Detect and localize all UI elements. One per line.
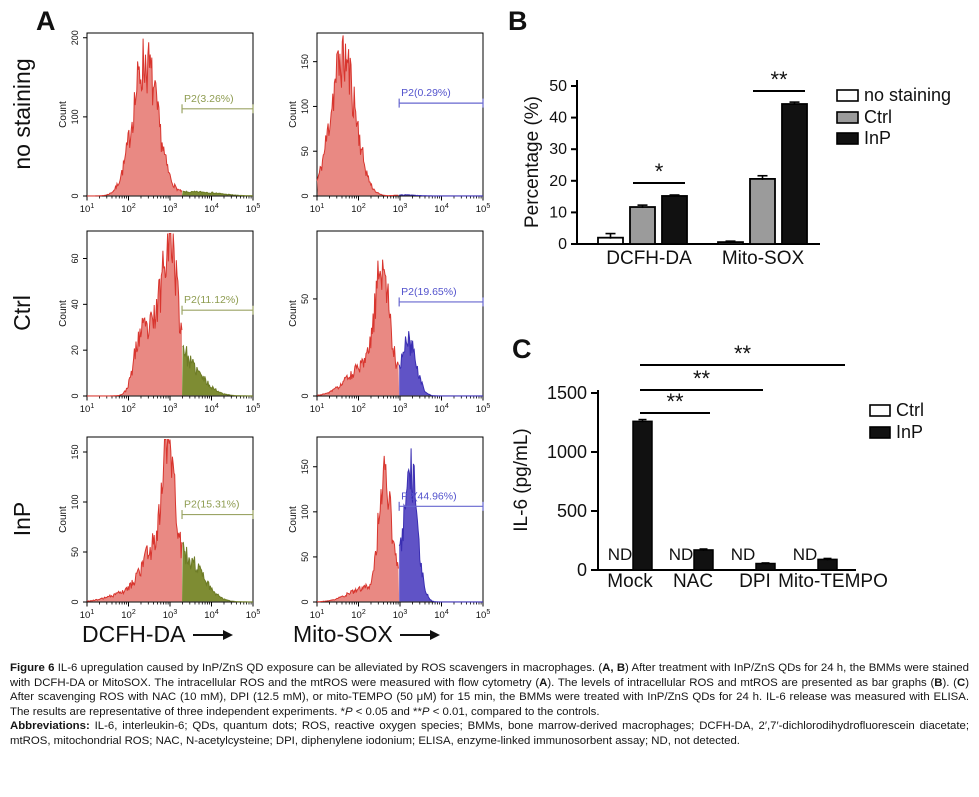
panel-c-label: C [512, 334, 532, 364]
x-tick-label: $10^2$ [121, 403, 136, 415]
category-label: DCFH-DA [606, 248, 692, 269]
y-tick-label: 500 [556, 501, 587, 521]
histogram-main [87, 234, 182, 397]
x-tick-label: $10^4$ [204, 403, 219, 415]
y-tick-label: 50 [300, 146, 310, 157]
x-tick-label: $10^2$ [351, 609, 366, 621]
bar-InP-Mito-SOX [782, 104, 807, 244]
x-tick-label: $10^3$ [162, 609, 178, 621]
panel-a-flow-plots [0, 0, 510, 660]
legend-label: InP [864, 128, 892, 148]
x-tick-label: $10^2$ [351, 403, 366, 415]
x-tick-label: $10^4$ [204, 609, 219, 621]
histogram-gated-region [182, 346, 253, 396]
gate-label: P2(44.96%) [401, 490, 457, 503]
x-axis-label-text: DCFH-DA [82, 621, 186, 647]
x-axis-label-dcfh-da [82, 621, 233, 648]
y-tick-label: 50 [300, 293, 310, 304]
bar-InP-DCFH-DA [662, 196, 687, 244]
y-tick-label: 100 [70, 109, 80, 125]
x-tick-label: $10^3$ [392, 403, 408, 415]
legend-label: InP [896, 422, 924, 442]
legend-label: Ctrl [864, 107, 892, 127]
gate-label: P2(15.31%) [184, 498, 240, 511]
legend-swatch-inp [870, 427, 890, 438]
y-tick-label: 100 [300, 98, 310, 114]
sig-star: ** [692, 366, 711, 391]
category-label: Mock [607, 571, 653, 592]
x-tick-label: $10^1$ [79, 609, 95, 621]
y-tick-label: 40 [70, 299, 80, 310]
flow-plot-ctrl-dcfh-da [58, 231, 260, 415]
y-tick-label: 40 [549, 109, 567, 127]
row-label-ctrl: Ctrl [9, 295, 35, 331]
y-axis-title: IL-6 (pg/mL) [511, 428, 532, 532]
x-tick-label: $10^1$ [309, 609, 325, 621]
y-tick-label: 0 [300, 193, 310, 199]
y-tick-label: 0 [70, 393, 80, 399]
right-arrow-icon [400, 629, 440, 641]
x-tick-label: $10^4$ [204, 203, 219, 215]
histogram-main [317, 260, 399, 396]
nd-label: ND [792, 545, 818, 564]
x-tick-label: $10^4$ [434, 203, 449, 215]
count-axis-title: Count [288, 506, 299, 533]
flow-plot-no-staining-dcfh-da [58, 30, 260, 215]
count-axis-title: Count [58, 506, 69, 533]
bar-Ctrl-DCFH-DA [630, 207, 655, 244]
y-tick-label: 0 [300, 599, 310, 605]
panel-b-label: B [508, 6, 528, 36]
y-tick-label: 100 [300, 504, 310, 520]
y-tick-label: 0 [70, 193, 80, 199]
bar-inp-mock [633, 421, 652, 570]
x-tick-label: $10^1$ [79, 203, 95, 215]
gate-label: P2(11.12%) [184, 294, 239, 307]
legend-swatch-InP [837, 133, 858, 144]
histogram-main [87, 440, 182, 602]
x-tick-label: $10^5$ [245, 609, 261, 621]
y-tick-label: 0 [70, 599, 80, 605]
bar-inp-mito-tempo [818, 559, 837, 570]
x-tick-label: $10^4$ [434, 609, 449, 621]
x-tick-label: $10^3$ [162, 403, 178, 415]
nd-label: ND [607, 545, 633, 564]
y-tick-label: 150 [70, 444, 80, 460]
histogram-gated-region [182, 543, 253, 602]
plot-frame [87, 33, 253, 196]
y-tick-label: 50 [70, 546, 80, 558]
caption-paragraph: Abbreviations: IL-6, interleukin-6; QDs, quantum dots; ROS, reactive oxygen species; BMMs, bone marrow-derived macrophages; DCFH-DA, 2′,7′-dichlorodihydrofluorescein diacetate; mtROS, mitochondrial ROS; NAC, N-acetylcysteine; DPI, diphenylene iodonium; ELISA, enzyme-linked immunosorbent assay; ND, not detected. [10, 720, 969, 747]
sig-star: ** [666, 389, 684, 414]
histogram-main [317, 456, 399, 602]
x-tick-label: $10^5$ [475, 609, 491, 621]
histogram-main [87, 39, 182, 196]
panel-a-label: A [36, 6, 56, 36]
category-label: NAC [672, 571, 714, 592]
x-tick-label: $10^1$ [309, 203, 325, 215]
bar-inp-nac [694, 550, 713, 570]
gate-label: P2(3.26%) [184, 92, 234, 105]
x-tick-label: $10^5$ [475, 203, 491, 215]
category-label: Mito-TEMPO [778, 571, 888, 592]
y-tick-label: 0 [300, 393, 310, 399]
x-tick-label: $10^3$ [162, 203, 178, 215]
count-axis-title: Count [288, 300, 299, 327]
category-label: Mito-SOX [721, 248, 805, 269]
y-tick-label: 10 [549, 204, 567, 222]
panel-b-bar-chart [500, 0, 979, 300]
y-tick-label: 100 [70, 494, 80, 510]
x-axis-label-text: Mito-SOX [293, 621, 393, 647]
y-tick-label: 0 [576, 560, 587, 580]
figure-caption [10, 661, 969, 749]
flow-plot-no-staining-mito-sox [288, 33, 490, 215]
legend-label: no staining [864, 85, 952, 105]
y-tick-label: 20 [549, 172, 567, 190]
row-label-inp: InP [9, 501, 35, 537]
x-tick-label: $10^2$ [121, 203, 136, 215]
legend-swatch-ctrl [870, 405, 890, 416]
legend-swatch-no-staining [837, 90, 858, 101]
legend-label: Ctrl [896, 400, 924, 420]
histogram-main [317, 35, 399, 195]
sig-star: ** [770, 67, 788, 93]
bar-Ctrl-Mito-SOX [750, 179, 775, 244]
y-axis-title: Percentage (%) [522, 95, 543, 229]
count-axis-title: Count [288, 101, 299, 128]
y-tick-label: 50 [549, 78, 567, 95]
y-tick-label: 200 [70, 30, 80, 46]
legend-swatch-Ctrl [837, 112, 858, 123]
x-tick-label: $10^5$ [245, 203, 261, 215]
count-axis-title: Count [58, 101, 69, 128]
gate-label: P2(19.65%) [401, 285, 457, 298]
row-label-no-staining: no staining [9, 58, 35, 170]
nd-label: ND [668, 545, 694, 564]
x-tick-label: $10^1$ [79, 403, 95, 415]
flow-plot-ctrl-mito-sox [288, 231, 490, 415]
sig-star: ** [733, 341, 752, 366]
y-tick-label: 150 [300, 54, 310, 70]
y-tick-label: 20 [70, 345, 80, 356]
y-tick-label: 1000 [546, 442, 587, 462]
x-tick-label: $10^3$ [392, 609, 408, 621]
flow-plot-inp-dcfh-da [58, 437, 260, 621]
y-tick-label: 150 [300, 459, 310, 475]
y-tick-label: 60 [70, 253, 80, 264]
y-tick-label: 0 [558, 236, 567, 253]
gate-label: P2(0.29%) [401, 87, 451, 100]
histogram-gated-region [399, 331, 483, 396]
y-tick-label: 30 [549, 141, 567, 159]
x-axis-label-mito-sox [293, 621, 440, 648]
x-tick-label: $10^5$ [245, 403, 261, 415]
y-tick-label: 1500 [546, 383, 587, 403]
x-tick-label: $10^1$ [309, 403, 325, 415]
x-tick-label: $10^2$ [351, 203, 366, 215]
x-tick-label: $10^2$ [121, 609, 136, 621]
sig-star: * [654, 158, 664, 184]
x-tick-label: $10^4$ [434, 403, 449, 415]
count-axis-title: Count [58, 300, 69, 327]
y-tick-label: 50 [300, 551, 310, 562]
category-label: DPI [739, 571, 771, 592]
nd-label: ND [730, 545, 756, 564]
flow-plot-inp-mito-sox [288, 437, 490, 621]
panel-c-bar-chart [500, 300, 979, 650]
x-tick-label: $10^5$ [475, 403, 491, 415]
x-tick-label: $10^3$ [392, 203, 408, 215]
right-arrow-icon [193, 629, 233, 641]
caption-paragraph: Figure 6 IL-6 upregulation caused by InP/ZnS QD exposure can be alleviated by ROS scavengers in macrophages. (A, B) After treatment with InP/ZnS QDs for 24 h, the BMMs were stained with DCFH-DA or MitoSOX. The intracellular ROS and the mtROS were measured with flow cytometry (A). The levels of intracellular ROS and mtROS are presented as bar graphs (B). (C) After scavenging ROS with NAC (10 mM), DPI (12.5 mM), or mito-TEMPO (50 μM) for 15 min, the BMMs were treated with InP/ZnS QDs for 24 h. IL-6 release was measured with ELISA. The results are representative of three independent experiments. *P < 0.05 and **P < 0.01, compared to the controls. [10, 662, 970, 718]
